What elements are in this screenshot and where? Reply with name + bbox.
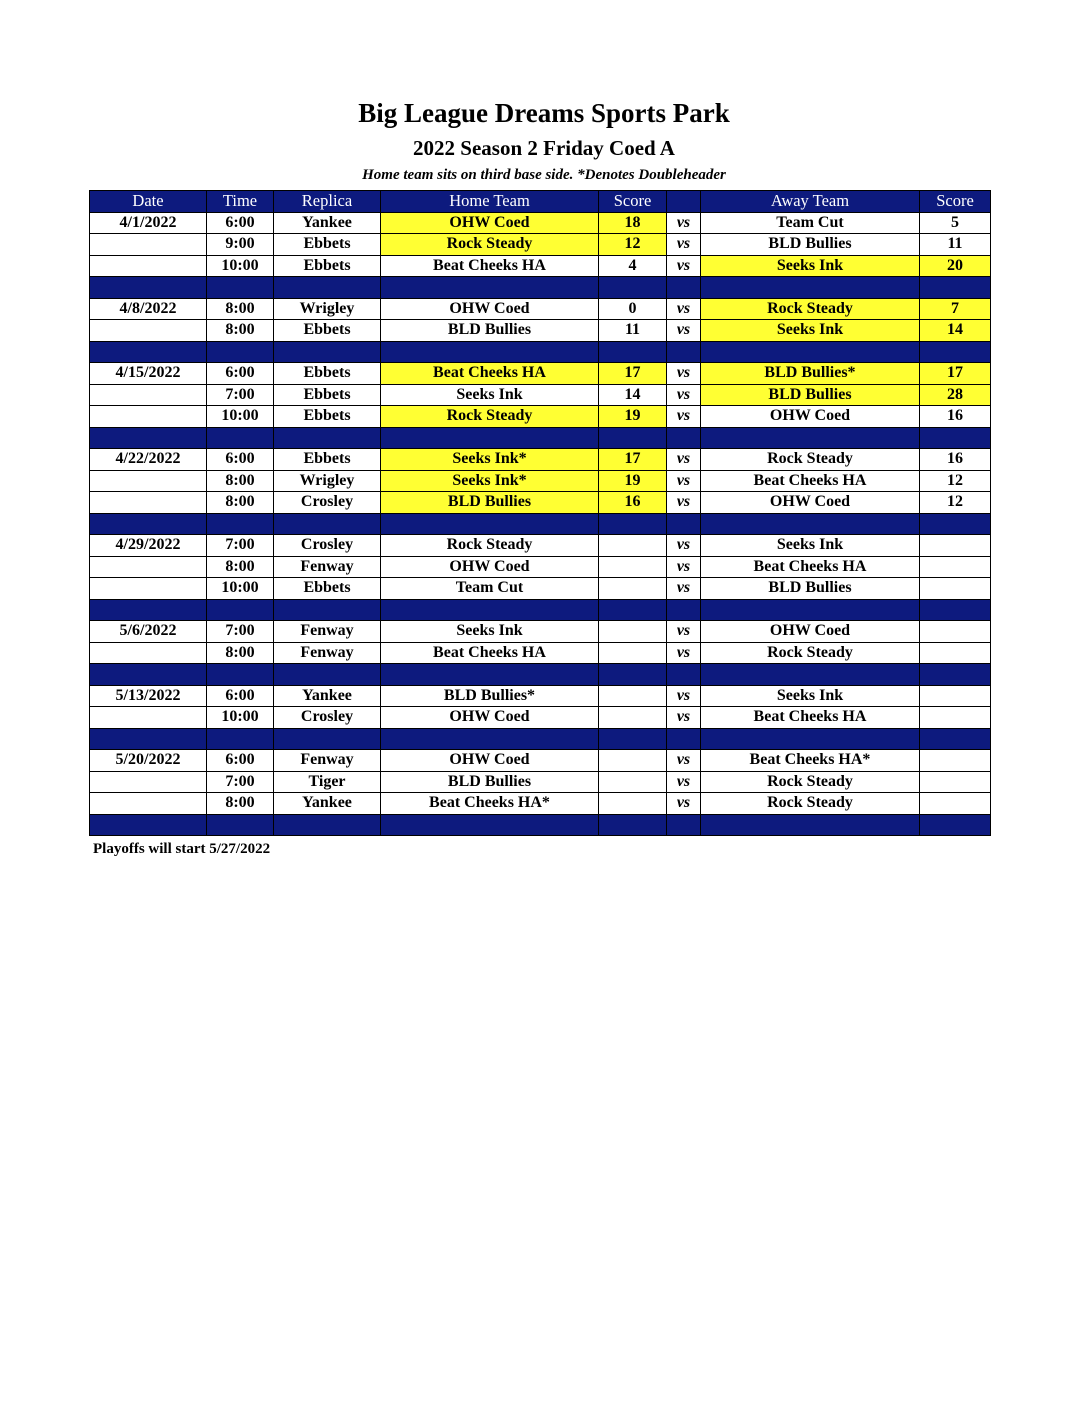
home-score-cell bbox=[599, 707, 667, 729]
time-cell: 10:00 bbox=[207, 406, 274, 428]
time-cell: 10:00 bbox=[207, 255, 274, 277]
table-row bbox=[90, 535, 991, 557]
away-score-cell bbox=[920, 621, 991, 643]
date-cell bbox=[90, 470, 207, 492]
separator-cell bbox=[207, 728, 274, 750]
date-cell: 5/20/2022 bbox=[90, 750, 207, 772]
replica-cell: Ebbets bbox=[274, 449, 381, 471]
separator-cell bbox=[599, 814, 667, 836]
table-row bbox=[90, 556, 991, 578]
time-cell: 7:00 bbox=[207, 535, 274, 557]
separator-cell bbox=[701, 513, 920, 535]
replica-cell: Ebbets bbox=[274, 384, 381, 406]
home-score-cell: 0 bbox=[599, 298, 667, 320]
replica-cell: Fenway bbox=[274, 621, 381, 643]
away-score-cell: 28 bbox=[920, 384, 991, 406]
home-team-cell: OHW Coed bbox=[381, 750, 599, 772]
date-cell bbox=[90, 556, 207, 578]
separator-cell bbox=[274, 814, 381, 836]
away-score-cell: 16 bbox=[920, 406, 991, 428]
vs-cell: vs bbox=[667, 255, 701, 277]
separator-cell bbox=[701, 427, 920, 449]
table-row bbox=[90, 578, 991, 600]
separator-cell bbox=[667, 277, 701, 299]
home-team-cell: BLD Bullies bbox=[381, 771, 599, 793]
vs-cell: vs bbox=[667, 298, 701, 320]
week-separator-row bbox=[90, 728, 991, 750]
separator-cell bbox=[207, 664, 274, 686]
vs-cell: vs bbox=[667, 621, 701, 643]
date-cell: 4/1/2022 bbox=[90, 212, 207, 234]
away-score-cell: 14 bbox=[920, 320, 991, 342]
home-score-cell: 12 bbox=[599, 234, 667, 256]
home-score-cell bbox=[599, 621, 667, 643]
week-separator-row bbox=[90, 277, 991, 299]
table-row bbox=[90, 793, 991, 815]
away-team-cell: Beat Cheeks HA bbox=[701, 556, 920, 578]
replica-cell: Wrigley bbox=[274, 470, 381, 492]
away-score-cell bbox=[920, 535, 991, 557]
separator-cell bbox=[599, 664, 667, 686]
separator-cell bbox=[381, 427, 599, 449]
home-score-cell: 17 bbox=[599, 363, 667, 385]
away-score-cell: 12 bbox=[920, 470, 991, 492]
schedule-table bbox=[89, 190, 991, 836]
week-separator-row bbox=[90, 814, 991, 836]
table-row bbox=[90, 212, 991, 234]
time-cell: 7:00 bbox=[207, 621, 274, 643]
home-team-cell: Seeks Ink* bbox=[381, 470, 599, 492]
vs-cell: vs bbox=[667, 470, 701, 492]
time-cell: 8:00 bbox=[207, 793, 274, 815]
separator-cell bbox=[90, 664, 207, 686]
schedule-note: Home team sits on third base side. *Denotes Doubleheader bbox=[362, 167, 726, 183]
separator-cell bbox=[381, 664, 599, 686]
separator-cell bbox=[920, 599, 991, 621]
date-cell: 5/6/2022 bbox=[90, 621, 207, 643]
separator-cell bbox=[667, 341, 701, 363]
table-row bbox=[90, 707, 991, 729]
col-header-date: Date bbox=[90, 191, 207, 213]
replica-cell: Crosley bbox=[274, 535, 381, 557]
vs-cell: vs bbox=[667, 363, 701, 385]
separator-cell bbox=[599, 599, 667, 621]
away-team-cell: BLD Bullies bbox=[701, 384, 920, 406]
home-score-cell bbox=[599, 771, 667, 793]
away-team-cell: BLD Bullies bbox=[701, 234, 920, 256]
time-cell: 10:00 bbox=[207, 707, 274, 729]
home-team-cell: Seeks Ink bbox=[381, 621, 599, 643]
separator-cell bbox=[599, 513, 667, 535]
home-team-cell: BLD Bullies bbox=[381, 320, 599, 342]
home-team-cell: Rock Steady bbox=[381, 535, 599, 557]
home-team-cell: Beat Cheeks HA bbox=[381, 363, 599, 385]
away-score-cell: 7 bbox=[920, 298, 991, 320]
separator-cell bbox=[274, 427, 381, 449]
header-row bbox=[90, 191, 991, 213]
time-cell: 6:00 bbox=[207, 685, 274, 707]
date-cell: 4/22/2022 bbox=[90, 449, 207, 471]
time-cell: 7:00 bbox=[207, 384, 274, 406]
home-team-cell: Rock Steady bbox=[381, 406, 599, 428]
date-cell: 5/13/2022 bbox=[90, 685, 207, 707]
separator-cell bbox=[701, 277, 920, 299]
col-header-home-team: Home Team bbox=[381, 191, 599, 213]
vs-cell: vs bbox=[667, 642, 701, 664]
separator-cell bbox=[667, 664, 701, 686]
col-header-time: Time bbox=[207, 191, 274, 213]
col-header-replica: Replica bbox=[274, 191, 381, 213]
schedule-body bbox=[90, 212, 991, 836]
away-score-cell: 16 bbox=[920, 449, 991, 471]
date-cell bbox=[90, 384, 207, 406]
away-score-cell: 12 bbox=[920, 492, 991, 514]
separator-cell bbox=[667, 513, 701, 535]
col-header-home-score: Score bbox=[599, 191, 667, 213]
separator-cell bbox=[90, 599, 207, 621]
time-cell: 6:00 bbox=[207, 363, 274, 385]
replica-cell: Wrigley bbox=[274, 298, 381, 320]
replica-cell: Crosley bbox=[274, 492, 381, 514]
date-cell: 4/8/2022 bbox=[90, 298, 207, 320]
home-score-cell: 11 bbox=[599, 320, 667, 342]
away-score-cell bbox=[920, 793, 991, 815]
separator-cell bbox=[381, 277, 599, 299]
home-team-cell: Beat Cheeks HA bbox=[381, 642, 599, 664]
separator-cell bbox=[667, 728, 701, 750]
date-cell bbox=[90, 320, 207, 342]
separator-cell bbox=[920, 728, 991, 750]
home-team-cell: OHW Coed bbox=[381, 707, 599, 729]
date-cell bbox=[90, 793, 207, 815]
away-score-cell bbox=[920, 771, 991, 793]
time-cell: 9:00 bbox=[207, 234, 274, 256]
vs-cell: vs bbox=[667, 750, 701, 772]
separator-cell bbox=[599, 277, 667, 299]
away-team-cell: Rock Steady bbox=[701, 793, 920, 815]
vs-cell: vs bbox=[667, 406, 701, 428]
separator-cell bbox=[381, 599, 599, 621]
separator-cell bbox=[920, 277, 991, 299]
home-team-cell: Seeks Ink bbox=[381, 384, 599, 406]
separator-cell bbox=[207, 814, 274, 836]
date-cell bbox=[90, 234, 207, 256]
table-row bbox=[90, 642, 991, 664]
week-separator-row bbox=[90, 341, 991, 363]
table-row bbox=[90, 384, 991, 406]
separator-cell bbox=[274, 513, 381, 535]
table-row bbox=[90, 255, 991, 277]
home-score-cell bbox=[599, 578, 667, 600]
separator-cell bbox=[274, 664, 381, 686]
replica-cell: Yankee bbox=[274, 793, 381, 815]
replica-cell: Ebbets bbox=[274, 320, 381, 342]
date-cell bbox=[90, 492, 207, 514]
away-team-cell: Seeks Ink bbox=[701, 320, 920, 342]
replica-cell: Crosley bbox=[274, 707, 381, 729]
home-score-cell bbox=[599, 750, 667, 772]
home-score-cell: 16 bbox=[599, 492, 667, 514]
home-score-cell: 14 bbox=[599, 384, 667, 406]
col-header-vs bbox=[667, 191, 701, 213]
home-score-cell bbox=[599, 556, 667, 578]
week-separator-row bbox=[90, 427, 991, 449]
separator-cell bbox=[667, 814, 701, 836]
replica-cell: Yankee bbox=[274, 212, 381, 234]
separator-cell bbox=[207, 427, 274, 449]
away-team-cell: Rock Steady bbox=[701, 298, 920, 320]
away-score-cell bbox=[920, 707, 991, 729]
table-row bbox=[90, 492, 991, 514]
date-cell bbox=[90, 771, 207, 793]
time-cell: 8:00 bbox=[207, 298, 274, 320]
separator-cell bbox=[274, 341, 381, 363]
replica-cell: Ebbets bbox=[274, 363, 381, 385]
away-score-cell: 20 bbox=[920, 255, 991, 277]
date-cell: 4/29/2022 bbox=[90, 535, 207, 557]
vs-cell: vs bbox=[667, 578, 701, 600]
away-team-cell: Team Cut bbox=[701, 212, 920, 234]
time-cell: 8:00 bbox=[207, 642, 274, 664]
table-row bbox=[90, 771, 991, 793]
season-subtitle: 2022 Season 2 Friday Coed A bbox=[413, 136, 675, 160]
home-score-cell: 17 bbox=[599, 449, 667, 471]
separator-cell bbox=[920, 513, 991, 535]
vs-cell: vs bbox=[667, 492, 701, 514]
home-score-cell: 19 bbox=[599, 406, 667, 428]
replica-cell: Fenway bbox=[274, 750, 381, 772]
table-row bbox=[90, 449, 991, 471]
vs-cell: vs bbox=[667, 449, 701, 471]
table-row bbox=[90, 320, 991, 342]
away-team-cell: OHW Coed bbox=[701, 492, 920, 514]
separator-cell bbox=[90, 427, 207, 449]
separator-cell bbox=[381, 513, 599, 535]
separator-cell bbox=[701, 728, 920, 750]
separator-cell bbox=[920, 814, 991, 836]
vs-cell: vs bbox=[667, 384, 701, 406]
separator-cell bbox=[920, 341, 991, 363]
away-team-cell: Seeks Ink bbox=[701, 685, 920, 707]
replica-cell: Tiger bbox=[274, 771, 381, 793]
separator-cell bbox=[667, 599, 701, 621]
away-team-cell: BLD Bullies* bbox=[701, 363, 920, 385]
away-team-cell: Seeks Ink bbox=[701, 535, 920, 557]
away-team-cell: BLD Bullies bbox=[701, 578, 920, 600]
vs-cell: vs bbox=[667, 685, 701, 707]
away-score-cell: 17 bbox=[920, 363, 991, 385]
away-score-cell: 11 bbox=[920, 234, 991, 256]
away-score-cell bbox=[920, 685, 991, 707]
vs-cell: vs bbox=[667, 556, 701, 578]
replica-cell: Ebbets bbox=[274, 578, 381, 600]
date-cell bbox=[90, 578, 207, 600]
away-team-cell: Rock Steady bbox=[701, 449, 920, 471]
separator-cell bbox=[701, 599, 920, 621]
separator-cell bbox=[920, 664, 991, 686]
week-separator-row bbox=[90, 599, 991, 621]
separator-cell bbox=[667, 427, 701, 449]
table-row bbox=[90, 750, 991, 772]
separator-cell bbox=[207, 599, 274, 621]
away-score-cell bbox=[920, 556, 991, 578]
separator-cell bbox=[207, 513, 274, 535]
separator-cell bbox=[701, 664, 920, 686]
home-team-cell: Beat Cheeks HA bbox=[381, 255, 599, 277]
replica-cell: Ebbets bbox=[274, 406, 381, 428]
home-team-cell: OHW Coed bbox=[381, 556, 599, 578]
home-score-cell: 4 bbox=[599, 255, 667, 277]
time-cell: 8:00 bbox=[207, 320, 274, 342]
week-separator-row bbox=[90, 664, 991, 686]
home-team-cell: Beat Cheeks HA* bbox=[381, 793, 599, 815]
replica-cell: Ebbets bbox=[274, 255, 381, 277]
vs-cell: vs bbox=[667, 707, 701, 729]
time-cell: 8:00 bbox=[207, 492, 274, 514]
away-score-cell bbox=[920, 578, 991, 600]
away-team-cell: Seeks Ink bbox=[701, 255, 920, 277]
home-team-cell: Rock Steady bbox=[381, 234, 599, 256]
separator-cell bbox=[599, 341, 667, 363]
home-team-cell: BLD Bullies* bbox=[381, 685, 599, 707]
separator-cell bbox=[274, 728, 381, 750]
away-team-cell: OHW Coed bbox=[701, 621, 920, 643]
away-score-cell bbox=[920, 642, 991, 664]
home-score-cell bbox=[599, 535, 667, 557]
home-score-cell bbox=[599, 793, 667, 815]
table-row bbox=[90, 406, 991, 428]
date-cell bbox=[90, 406, 207, 428]
week-separator-row bbox=[90, 513, 991, 535]
separator-cell bbox=[207, 277, 274, 299]
separator-cell bbox=[274, 277, 381, 299]
home-team-cell: OHW Coed bbox=[381, 298, 599, 320]
away-team-cell: Beat Cheeks HA bbox=[701, 707, 920, 729]
away-team-cell: OHW Coed bbox=[701, 406, 920, 428]
separator-cell bbox=[90, 814, 207, 836]
away-team-cell: Rock Steady bbox=[701, 642, 920, 664]
page-title: Big League Dreams Sports Park bbox=[358, 98, 730, 128]
away-team-cell: Beat Cheeks HA* bbox=[701, 750, 920, 772]
separator-cell bbox=[701, 341, 920, 363]
home-team-cell: Team Cut bbox=[381, 578, 599, 600]
table-row bbox=[90, 363, 991, 385]
date-cell: 4/15/2022 bbox=[90, 363, 207, 385]
separator-cell bbox=[381, 814, 599, 836]
replica-cell: Ebbets bbox=[274, 234, 381, 256]
separator-cell bbox=[599, 427, 667, 449]
separator-cell bbox=[701, 814, 920, 836]
vs-cell: vs bbox=[667, 234, 701, 256]
time-cell: 6:00 bbox=[207, 212, 274, 234]
separator-cell bbox=[599, 728, 667, 750]
table-row bbox=[90, 234, 991, 256]
date-cell bbox=[90, 255, 207, 277]
home-team-cell: Seeks Ink* bbox=[381, 449, 599, 471]
separator-cell bbox=[920, 427, 991, 449]
separator-cell bbox=[207, 341, 274, 363]
table-row bbox=[90, 470, 991, 492]
separator-cell bbox=[90, 513, 207, 535]
replica-cell: Yankee bbox=[274, 685, 381, 707]
time-cell: 8:00 bbox=[207, 556, 274, 578]
vs-cell: vs bbox=[667, 771, 701, 793]
separator-cell bbox=[381, 728, 599, 750]
home-team-cell: OHW Coed bbox=[381, 212, 599, 234]
separator-cell bbox=[274, 599, 381, 621]
replica-cell: Fenway bbox=[274, 642, 381, 664]
separator-cell bbox=[90, 341, 207, 363]
playoffs-note: Playoffs will start 5/27/2022 bbox=[93, 841, 271, 857]
separator-cell bbox=[90, 277, 207, 299]
vs-cell: vs bbox=[667, 535, 701, 557]
time-cell: 6:00 bbox=[207, 750, 274, 772]
home-score-cell bbox=[599, 685, 667, 707]
away-score-cell: 5 bbox=[920, 212, 991, 234]
away-team-cell: Rock Steady bbox=[701, 771, 920, 793]
away-team-cell: Beat Cheeks HA bbox=[701, 470, 920, 492]
vs-cell: vs bbox=[667, 320, 701, 342]
table-row bbox=[90, 621, 991, 643]
date-cell bbox=[90, 642, 207, 664]
date-cell bbox=[90, 707, 207, 729]
home-score-cell bbox=[599, 642, 667, 664]
time-cell: 10:00 bbox=[207, 578, 274, 600]
col-header-away-team: Away Team bbox=[701, 191, 920, 213]
table-row bbox=[90, 298, 991, 320]
col-header-away-score: Score bbox=[920, 191, 991, 213]
time-cell: 6:00 bbox=[207, 449, 274, 471]
time-cell: 7:00 bbox=[207, 771, 274, 793]
home-score-cell: 19 bbox=[599, 470, 667, 492]
table-row bbox=[90, 685, 991, 707]
home-team-cell: BLD Bullies bbox=[381, 492, 599, 514]
separator-cell bbox=[90, 728, 207, 750]
vs-cell: vs bbox=[667, 212, 701, 234]
home-score-cell: 18 bbox=[599, 212, 667, 234]
away-score-cell bbox=[920, 750, 991, 772]
replica-cell: Fenway bbox=[274, 556, 381, 578]
time-cell: 8:00 bbox=[207, 470, 274, 492]
separator-cell bbox=[381, 341, 599, 363]
vs-cell: vs bbox=[667, 793, 701, 815]
